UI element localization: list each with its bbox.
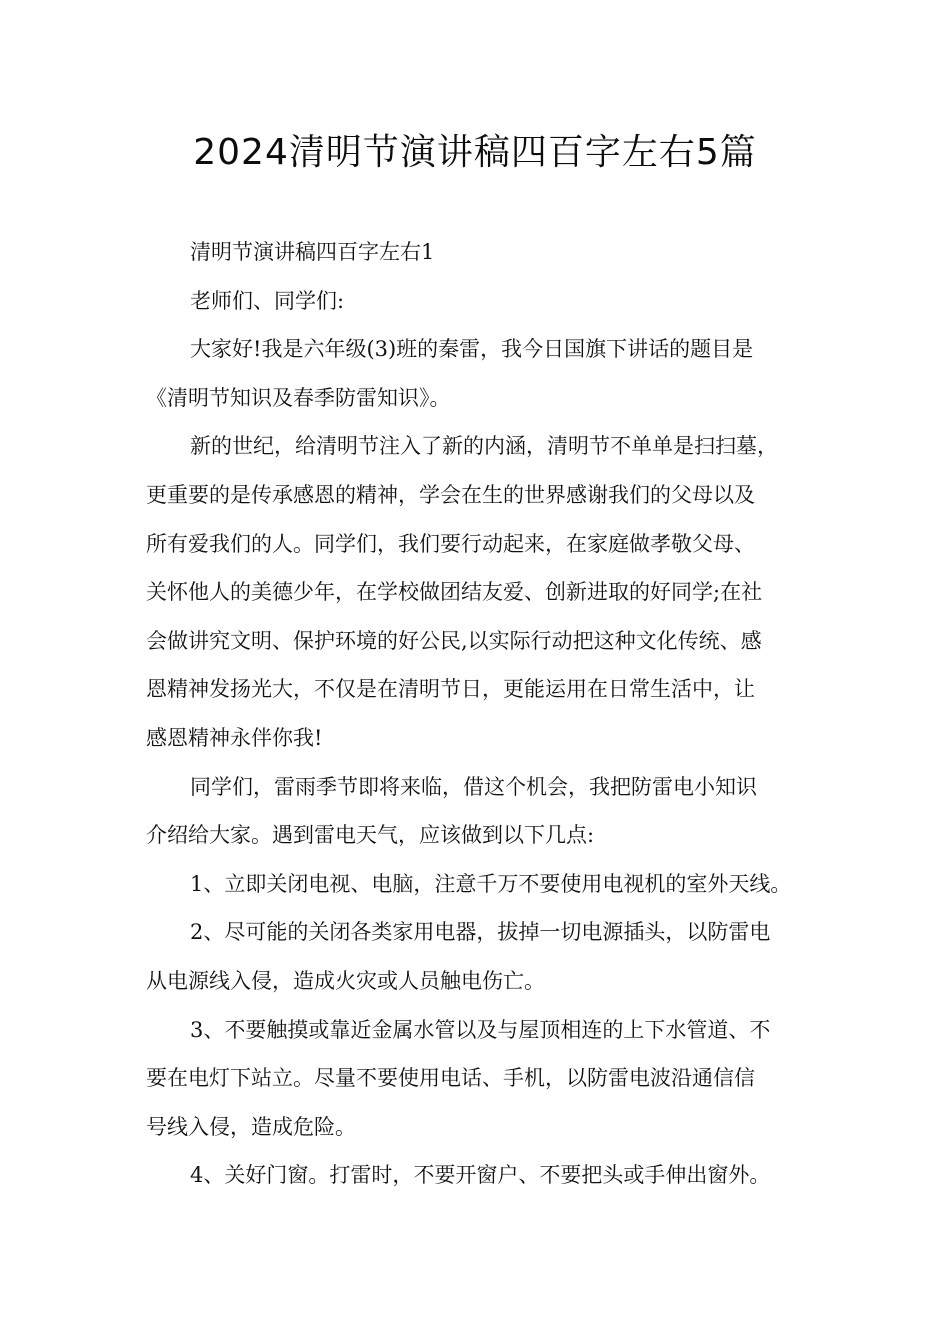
paragraph [146,277,820,326]
paragraph [146,228,820,277]
paragraph [146,763,820,860]
paragraph-line: 会做讲究文明、保护环境的好公民,以实际行动把这种文化传统、感 [146,628,762,653]
paragraph-line: 新的世纪，给清明节注入了新的内涵，清明节不单单是扫扫墓， [190,434,778,459]
paragraph-line: 感恩精神永伴你我! [146,725,323,750]
paragraph-line: 从电源线入侵，造成火灾或人员触电伤亡。 [146,968,545,993]
paragraph-line: 更重要的是传承感恩的精神，学会在生的世界感谢我们的父母以及 [146,482,755,507]
paragraph-line: 所有爱我们的人。同学们，我们要行动起来，在家庭做孝敬父母、 [146,531,755,556]
paragraph-line: 老师们、同学们: [190,288,345,313]
paragraph [146,860,820,909]
paragraph-line: 清明节演讲稿四百字左右1 [190,240,435,264]
document-body [146,228,820,1200]
paragraph-line: 恩精神发扬光大，不仅是在清明节日，更能运用在日常生活中，让 [146,677,755,702]
paragraph-line: 大家好!我是六年级(3)班的秦雷，我今日国旗下讲话的题目是 [190,337,754,362]
paragraph-line: 关怀他人的美德少年，在学校做团结友爱、创新进取的好同学;在社 [146,580,763,605]
paragraph-line: 要在电灯下站立。尽量不要使用电话、手机，以防雷电波沿通信信 [146,1066,755,1091]
paragraph-line: 《清明节知识及春季防雷知识》。 [146,385,451,410]
document-title: 2024清明节演讲稿四百字左右5篇 [193,132,757,173]
paragraph [146,325,820,422]
paragraph-line: 介绍给大家。遇到雷电天气，应该做到以下几点: [146,823,595,848]
paragraph-line: 号线入侵，造成危险。 [146,1114,356,1139]
paragraph-line: 1、立即关闭电视、电脑，注意千万不要使用电视机的室外天线。 [190,871,792,896]
paragraph-line: 同学们，雷雨季节即将来临，借这个机会，我把防雷电小知识 [190,774,757,799]
paragraph [146,422,820,762]
paragraph [146,1006,820,1152]
paragraph-line: 4、关好门窗。打雷时，不要开窗户、不要把头或手伸出窗外。 [190,1163,771,1188]
paragraph [146,908,820,1005]
paragraph [146,1151,820,1200]
paragraph-line: 3、不要触摸或靠近金属水管以及与屋顶相连的上下水管道、不 [190,1017,771,1042]
paragraph-line: 2、尽可能的关闭各类家用电器，拔掉一切电源插头，以防雷电 [190,920,771,945]
